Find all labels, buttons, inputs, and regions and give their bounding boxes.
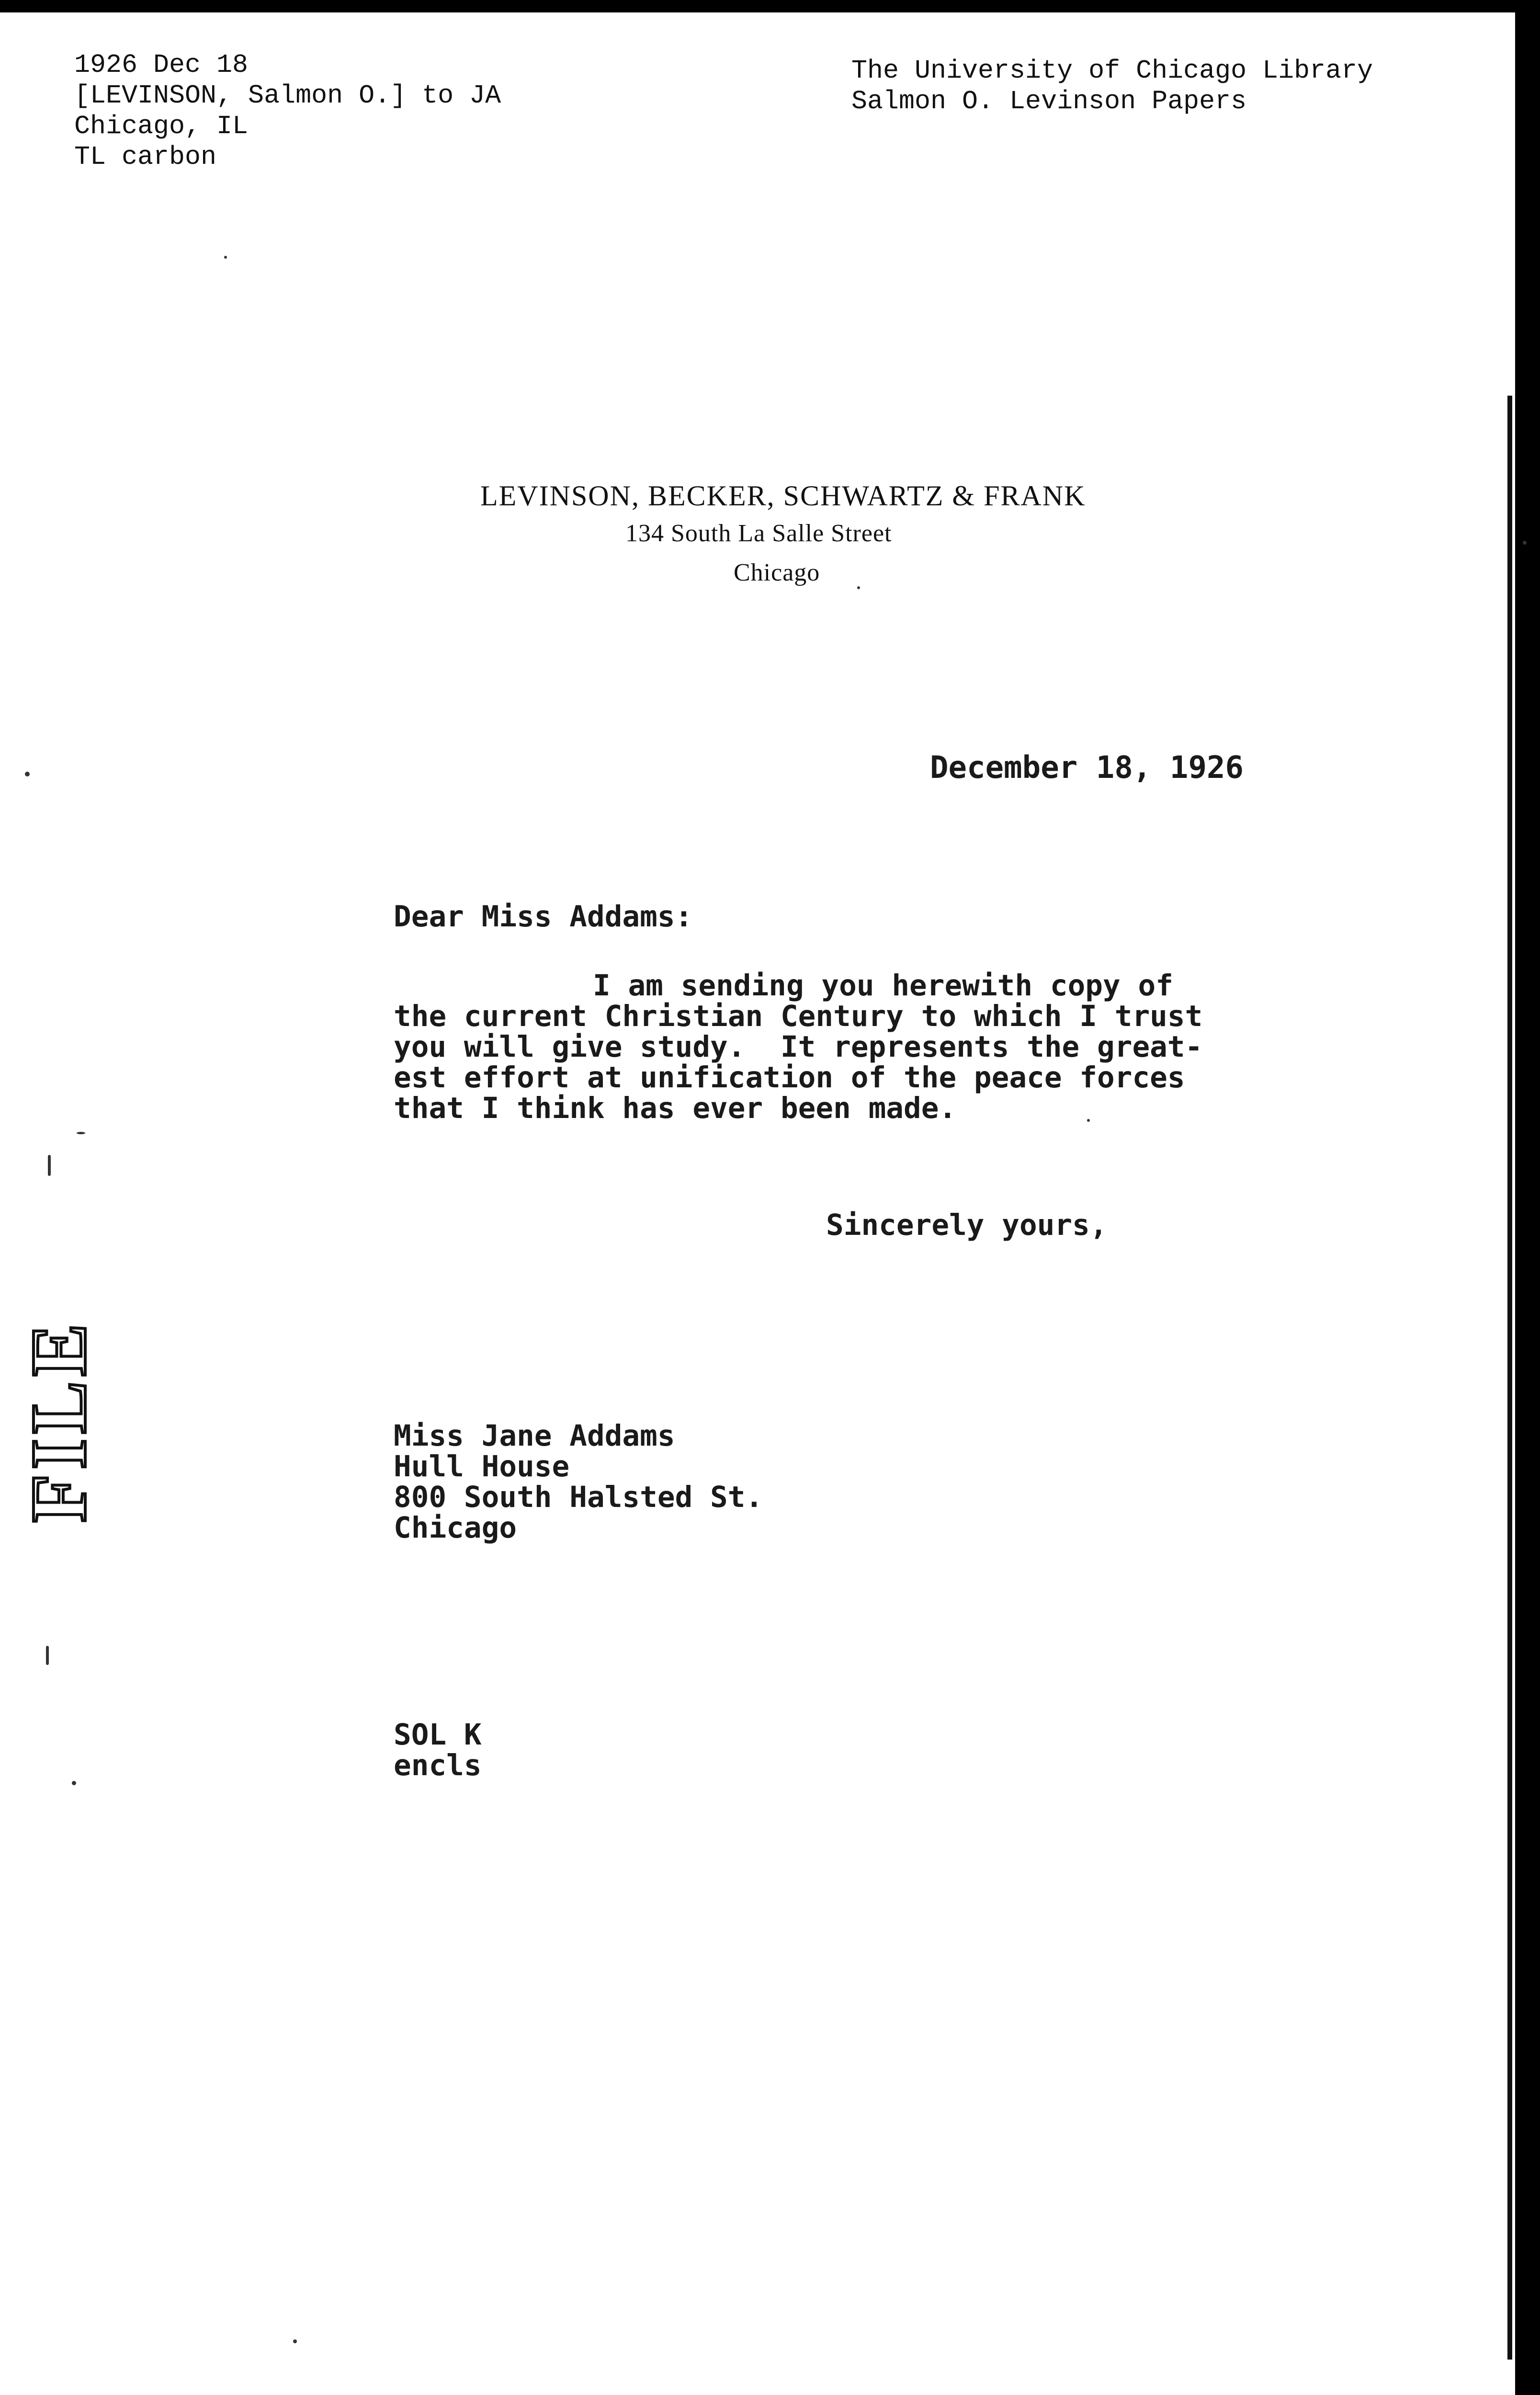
scan-speck — [77, 1132, 85, 1134]
scan-speck — [857, 586, 860, 589]
enclosure-note: encls — [394, 1748, 482, 1782]
body-line: I am sending you herewith copy of — [593, 969, 1173, 1003]
archive-date: 1926 Dec 18 — [74, 50, 249, 80]
archive-correspondents: [LEVINSON, Salmon O.] to JA — [74, 80, 501, 111]
document-page — [0, 12, 1515, 2395]
salutation: Dear Miss Addams: — [394, 900, 693, 934]
scan-speck — [46, 1646, 49, 1665]
scan-speck — [25, 772, 30, 776]
letterhead-address: 134 South La Salle Street — [625, 520, 892, 547]
closing: Sincerely yours, — [826, 1208, 1108, 1242]
scan-speck — [224, 256, 227, 259]
scan-speck — [1087, 1119, 1090, 1122]
archive-document-type: TL carbon — [74, 142, 217, 172]
scan-speck — [48, 1155, 51, 1176]
recipient-line: 800 South Halsted St. — [394, 1480, 763, 1514]
scan-speck — [293, 2339, 297, 2343]
scan-edge-rule — [1507, 396, 1512, 2360]
letterhead-firm: LEVINSON, BECKER, SCHWARTZ & FRANK — [480, 480, 1086, 512]
recipient-line: Chicago — [394, 1511, 517, 1545]
typist-initials: SOL K — [394, 1718, 482, 1752]
archive-collection: Salmon O. Levinson Papers — [851, 86, 1247, 116]
body-line: that I think has ever been made. — [394, 1091, 957, 1125]
body-line: est effort at unification of the peace forces — [394, 1061, 1185, 1095]
archive-place: Chicago, IL — [74, 111, 249, 141]
scan-speck — [72, 1781, 76, 1785]
recipient-name: Miss Jane Addams — [394, 1419, 675, 1453]
file-stamp — [15, 1319, 102, 1523]
scan-speck — [1523, 541, 1527, 545]
file-stamp-text: FILE — [15, 1319, 102, 1523]
archive-repository: The University of Chicago Library — [851, 56, 1373, 86]
body-line: the current Christian Century to which I trust — [394, 999, 1203, 1033]
recipient-line: Hull House — [394, 1449, 570, 1483]
letter-date: December 18, 1926 — [930, 750, 1244, 786]
letterhead-city: Chicago — [734, 559, 820, 586]
body-line: you will give study. It represents the great- — [394, 1030, 1203, 1064]
